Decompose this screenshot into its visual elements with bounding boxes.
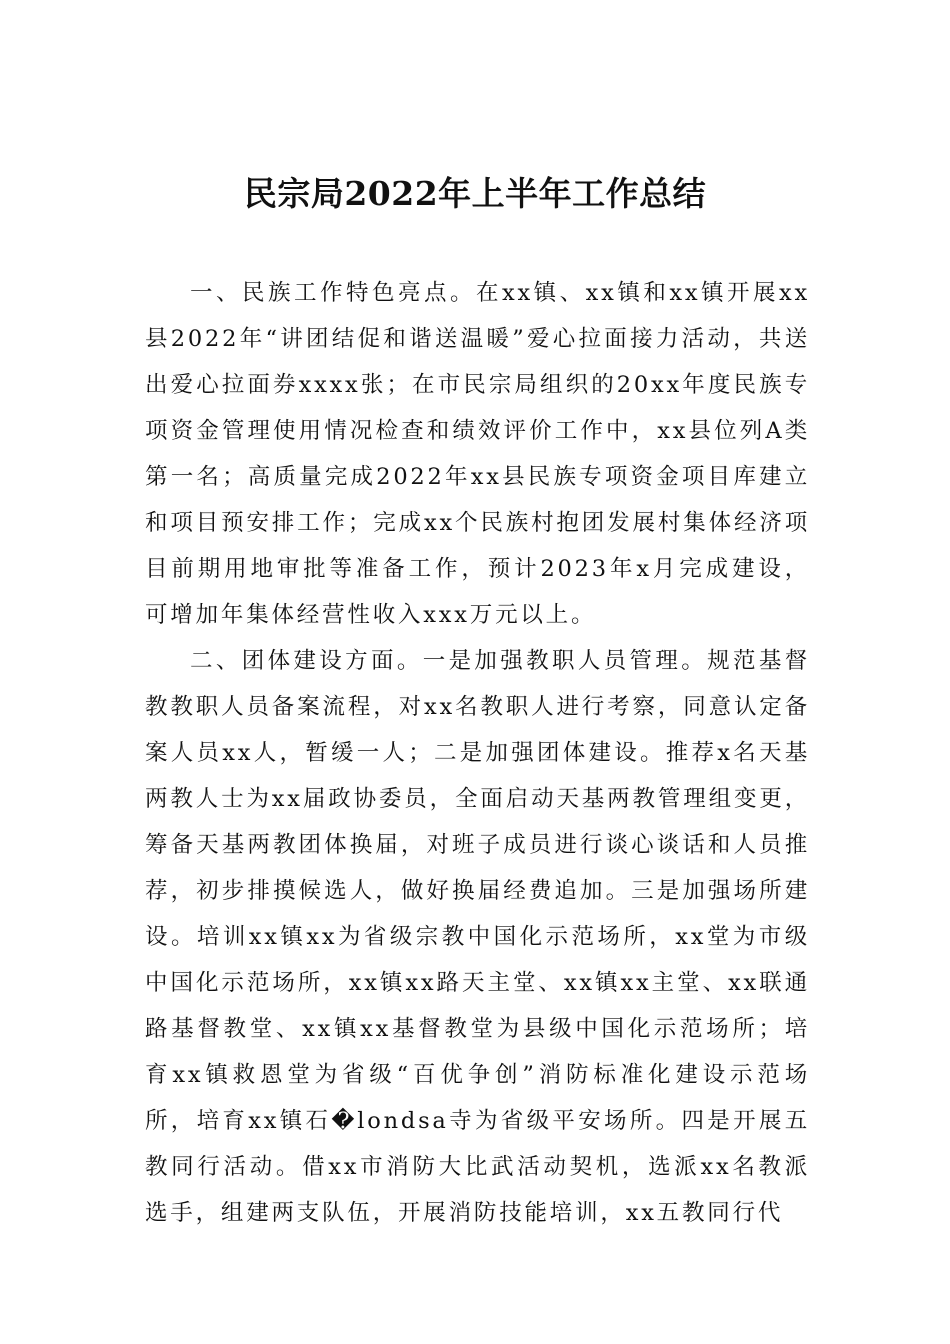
document-body — [145, 270, 810, 1236]
document-title: 民宗局2022年上半年工作总结 — [243, 174, 707, 213]
paragraph-group-building: 二、团体建设方面。一是加强教职人员管理。规范基督教教职人员备案流程，对xx名教职人进行考察，同意认定备案人员xx人，暂缓一人；二是加强团体建设。推荐x名天基两教人士为xx届政协委员，全面启动天基两教管理组变更，筹备天基两教团体换届，对班子成员进行谈心谈话和人员推荐，初步排摸候选人，做好换届经费追加。三是加强场所建设。培训xx镇xx为省级宗教中国化示范场所，xx堂为市级中国化示范场所，xx镇xx路天主堂、xx镇xx主堂、xx联通路基督教堂、xx镇xx基督教堂为县级中国化示范场所；培育xx镇救恩堂为省级“百优争创”消防标准化建设示范场所，培育xx镇石�londsa寺为省级平安场所。四是开展五教同行活动。借xx市消防大比武活动契机，选派xx名教派选手，组建两支队伍，开展消防技能培训，xx五教同行代 — [145, 648, 810, 1226]
paragraph-ethnic-work: 一、民族工作特色亮点。在xx镇、xx镇和xx镇开展xx县2022年“讲团结促和谐送温暖”爱心拉面接力活动，共送出爱心拉面券xxxx张；在市民宗局组织的20xx年度民族专项资金管理使用情况检查和绩效评价工作中，xx县位列A类第一名；高质量完成2022年xx县民族专项资金项目库建立和项目预安排工作；完成xx个民族村抱团发展村集体经济项目前期用地审批等准备工作，预计2023年x月完成建设，可增加年集体经营性收入xxx万元以上。 — [145, 280, 810, 628]
